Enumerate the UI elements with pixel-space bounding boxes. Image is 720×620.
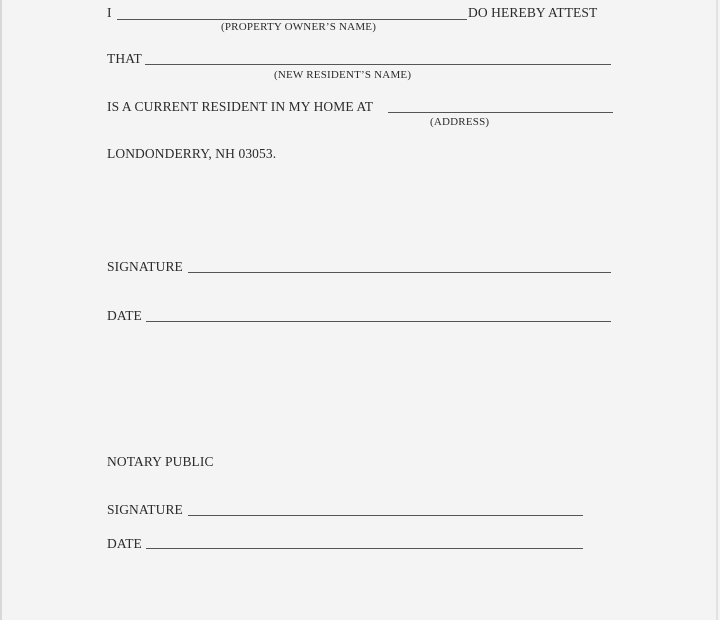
new-resident-name-caption: (NEW RESIDENT’S NAME): [274, 69, 412, 81]
owner-line-prefix: I: [107, 5, 112, 20]
owner-signature-label: SIGNATURE: [107, 259, 183, 274]
notary-date-label: DATE: [107, 536, 142, 551]
address-field[interactable]: [388, 112, 613, 113]
new-resident-name-field[interactable]: [145, 64, 611, 65]
notary-public-heading: NOTARY PUBLIC: [107, 454, 214, 469]
owner-date-label: DATE: [107, 308, 142, 323]
property-owner-name-caption: (PROPERTY OWNER’S NAME): [221, 21, 377, 33]
resident-line-prefix: THAT: [107, 51, 142, 66]
owner-signature-field[interactable]: [188, 272, 611, 273]
notary-date-field[interactable]: [146, 548, 583, 549]
address-line-prefix: IS A CURRENT RESIDENT IN MY HOME AT: [107, 99, 374, 114]
owner-line-suffix: DO HEREBY ATTEST: [468, 5, 598, 20]
owner-date-field[interactable]: [146, 321, 611, 322]
town-line: LONDONDERRY, NH 03053.: [107, 146, 277, 161]
property-owner-name-field[interactable]: [117, 19, 467, 20]
notary-signature-field[interactable]: [188, 515, 583, 516]
address-caption: (ADDRESS): [430, 116, 490, 128]
notary-signature-label: SIGNATURE: [107, 502, 183, 517]
